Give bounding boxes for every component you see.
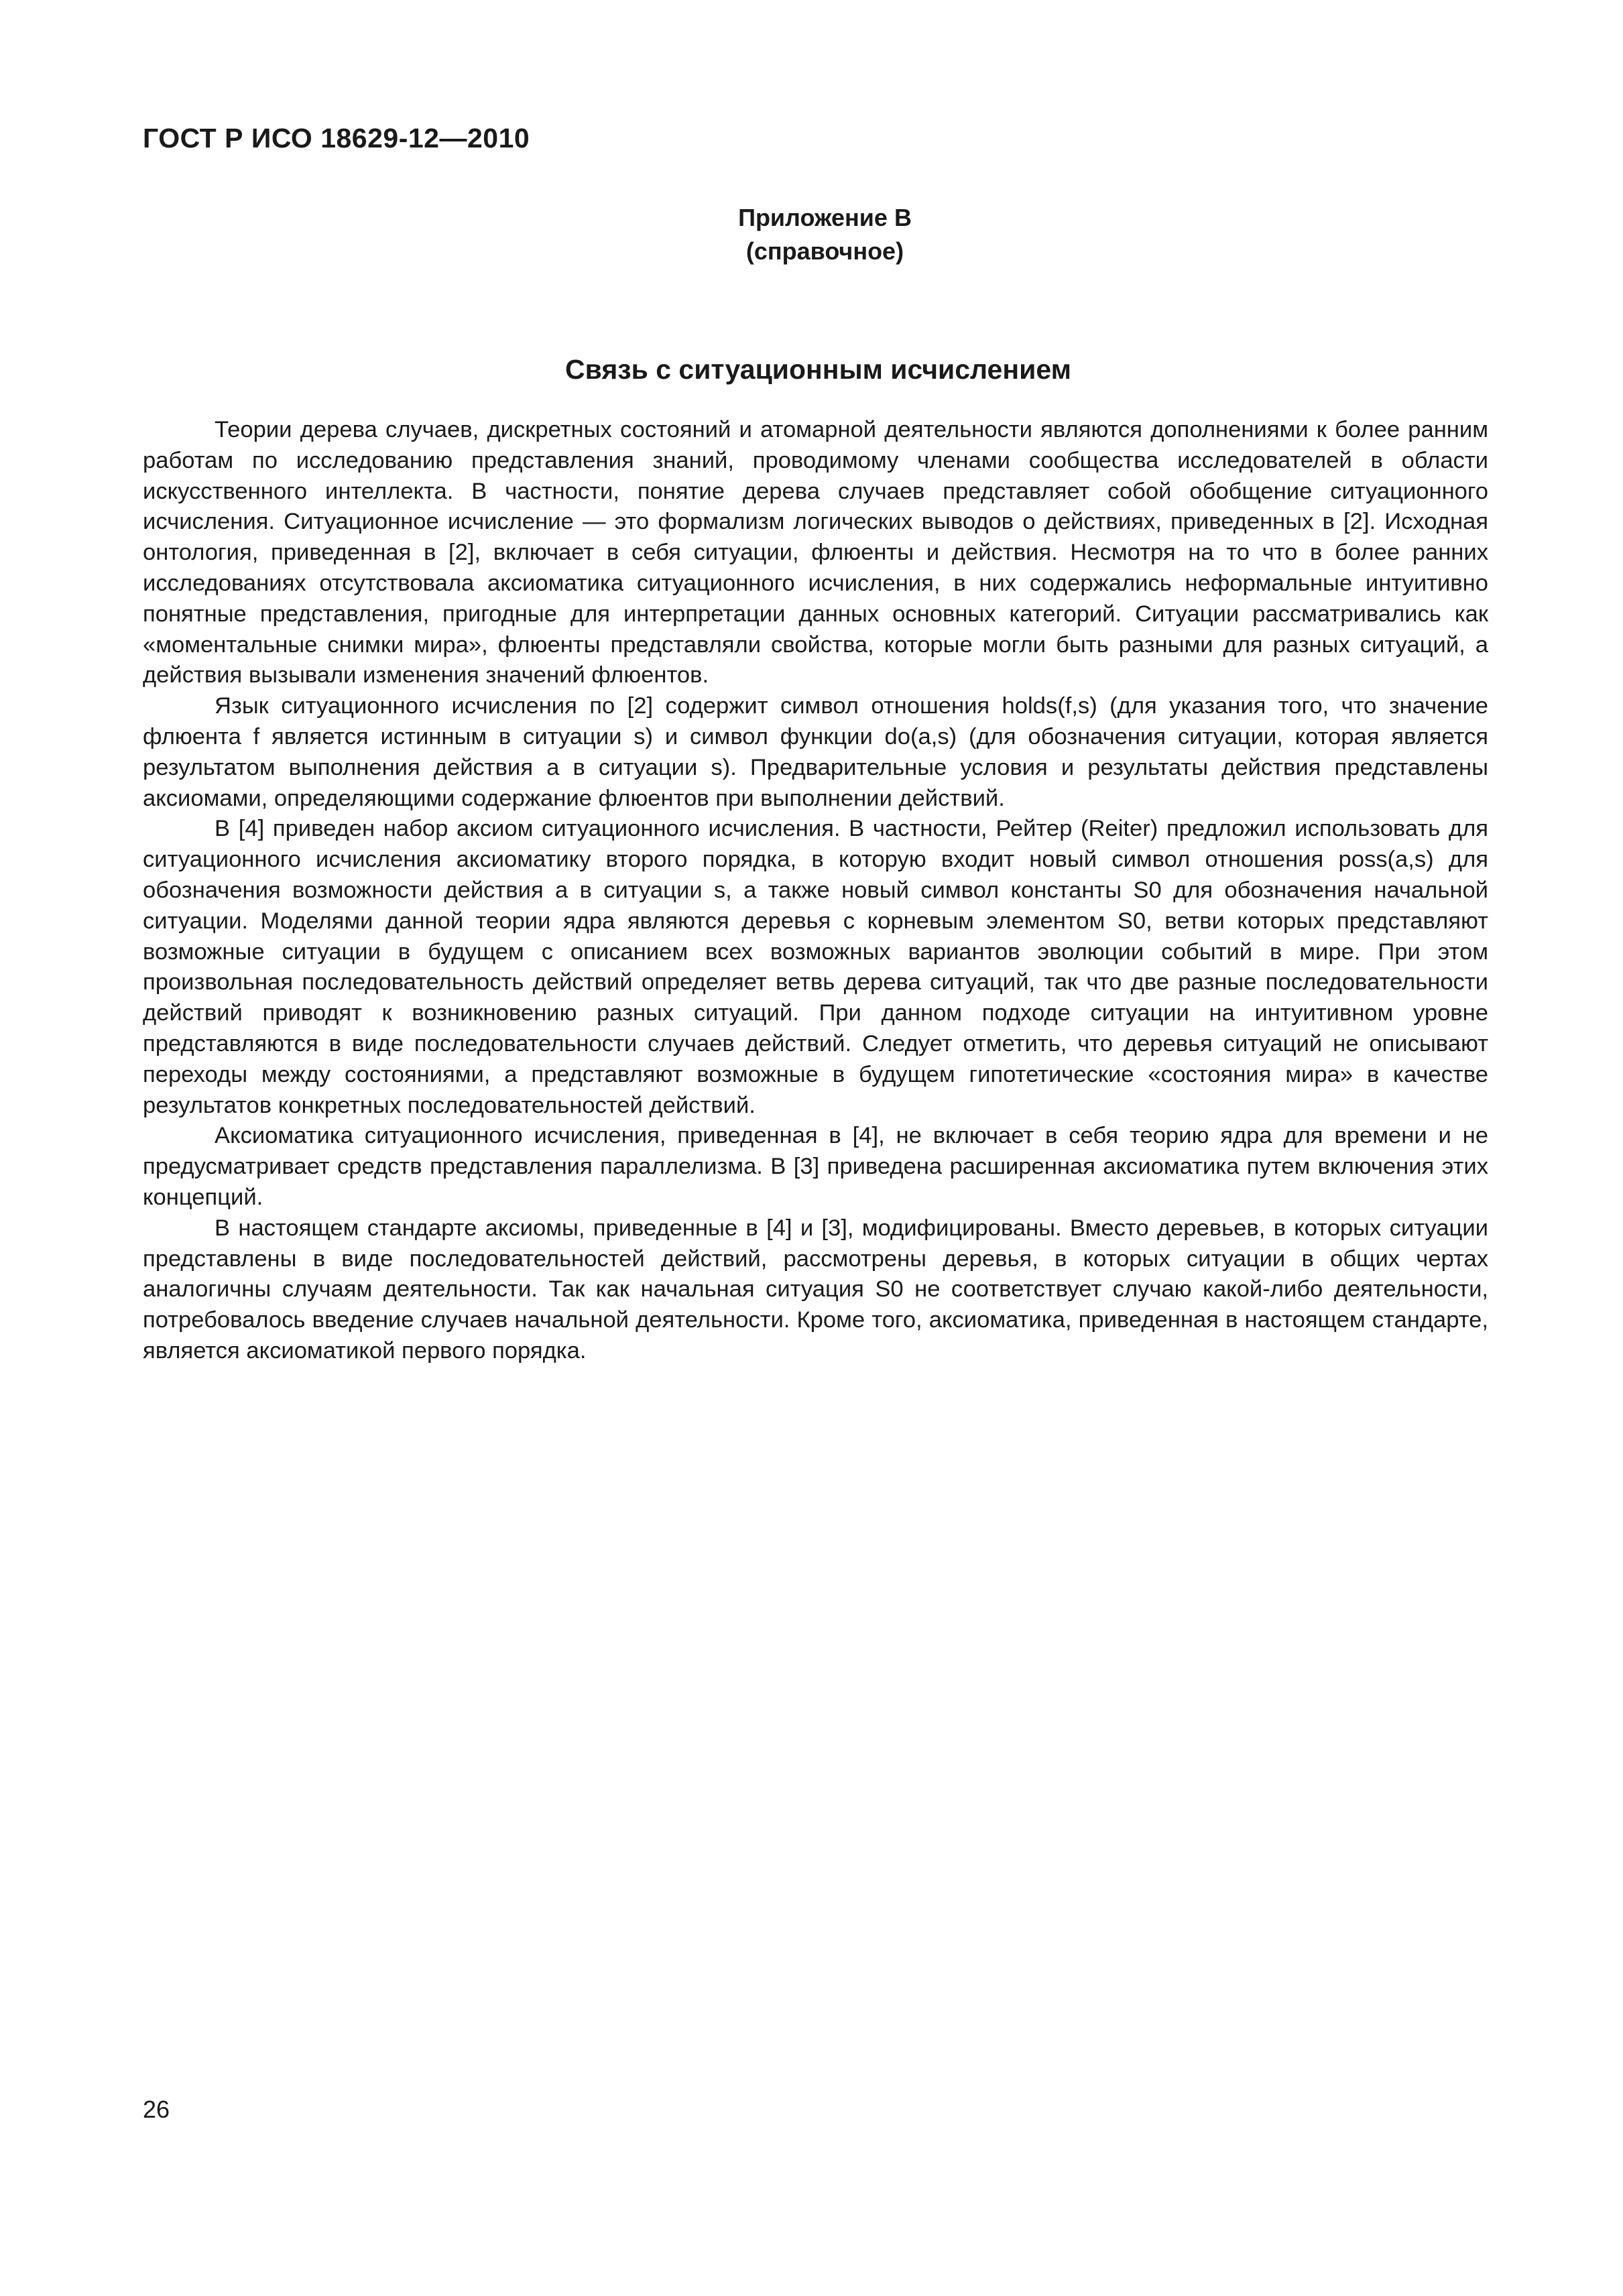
annex-type: (справочное) [745, 237, 904, 265]
document-code: ГОСТ Р ИСО 18629-12—2010 [143, 123, 530, 154]
body-text [143, 415, 1488, 1367]
paragraph: Аксиоматика ситуационного исчисления, приведенная в [4], не включает в себя теорию ядра для времени и не предусматривает средств представления параллелизма. В [3] приведена расширенная аксиоматика путем включения этих концепций. [143, 1123, 1488, 1210]
paragraph: Язык ситуационного исчисления по [2] содержит символ отношения holds(f,s) (для указания того, что значение флюента f является истинным в ситуации s) и символ функции do(a,s) (для обозначения ситуации, которая является результатом выполнения действия a в ситуации s). Предварительные условия и результаты действия представлены аксиомами, определяющими содержание флюентов при выполнении действий. [143, 693, 1488, 811]
annex-title: Приложение В [738, 204, 912, 231]
page-number: 26 [143, 2096, 170, 2123]
section-title-block [0, 354, 1623, 385]
paragraph: В настоящем стандарте аксиомы, приведенные в [4] и [3], модифицированы. Вместо деревьев, в которых ситуации представлены в виде последовательностей действий, рассмотрены деревья, в которых ситуации в общих чертах аналогичны случаям деятельности. Так как начальная ситуация S0 не соответствует случаю какой-либо деятельности, потребовалось введение случаев начальной деятельности. Кроме того, аксиоматика, приведенная в настоящем стандарте, является аксиоматикой первого порядка. [143, 1215, 1488, 1364]
section-title: Связь с ситуационным исчислением [565, 354, 1071, 385]
annex-heading [0, 201, 1623, 268]
paragraph: В [4] приведен набор аксиом ситуационного исчисления. В частности, Рейтер (Reiter) предложил использовать для ситуационного исчисления аксиоматику второго порядка, в которую входит новый символ отношения poss(a,s) для обозначения возможности действия a в ситуации s, а также новый символ константы S0 для обозначения начальной ситуации. Моделями данной теории ядра являются деревья с корневым элементом S0, ветви которых представляют возможные ситуации в будущем с описанием всех возможных вариантов эволюции событий в мире. При этом произвольная последовательность действий определяет ветвь дерева ситуаций, так что две разные последовательности действий приводят к возникновению разных ситуаций. При данном подходе ситуации на интуитивном уровне представляются в виде последовательности случаев действий. Следует отметить, что деревья ситуаций не описывают переходы между состояниями, а представляют возможные в будущем гипотетические «состояния мира» в качестве результатов конкретных последовательностей действий. [143, 816, 1488, 1118]
paragraph: Теории дерева случаев, дискретных состояний и атомарной деятельности являются дополнениями к более ранним работам по исследованию представления знаний, проводимому членами сообщества исследователей в области искусственного интеллекта. В частности, понятие дерева случаев представляет собой обобщение ситуационного исчисления. Ситуационное исчисление — это формализм логических выводов о действиях, приведенных в [2]. Исходная онтология, приведенная в [2], включает в себя ситуации, флюенты и действия. Несмотря на то что в более ранних исследованиях отсутствовала аксиоматика ситуационного исчисления, в них содержались неформальные интуитивно понятные представления, пригодные для интерпретации данных основных категорий. Ситуации рассматривались как «моментальные снимки мира», флюенты представляли свойства, которые могли быть разными для разных ситуаций, а действия вызывали изменения значений флюентов. [143, 417, 1488, 688]
